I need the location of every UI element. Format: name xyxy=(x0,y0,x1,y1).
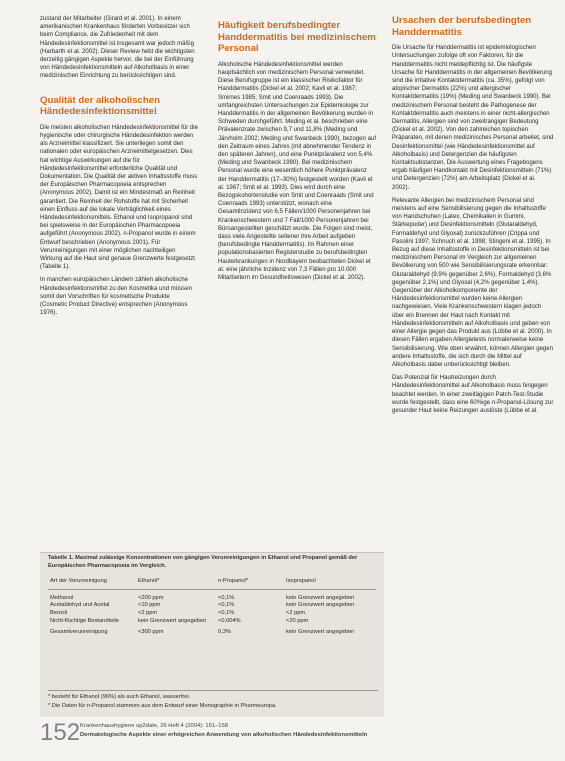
table-row xyxy=(48,589,376,602)
column-left xyxy=(40,15,198,322)
section-heading-quality: Qualität der alkoholischen Händedesinfektionsmittel xyxy=(40,94,160,118)
table-1-box xyxy=(40,552,384,717)
paragraph: Das Potenzial für Hautreizungen durch Händedesinfektionsmittel auf Alkoholbasis muss hingegen beachtet werden. In einer zweitägigen Patch-Test-Studie wurde festgestellt, dass eine 60%ige n-Propanol-Lösung zur gesunder Haut keine Reizungen auslöste (Lübbe et al. xyxy=(392,375,554,414)
paragraph: Die Ursache für Handdermatitis ist epidemiologischen Untersuchungen zufolge oft von Faktoren, für die Handdermatitis nicht meldepflichtig ist. Die häufigste Ursache für Handdermatitis in der allgemeinen Bevölkerung sind die irritative Kontaktdermatitis (ca. 35%), gefolgt von atopischer Dermatitis (22%) und allergischer Kontaktdermatitis (19%) (Meding und Swanbeck 1990). Bei medizinischem Personal besteht die Pathogenese der Kontaktdermatitis auch meistens in einer nicht-allergischen Dermatitis, Allergien sind von zweitrangiger Bedeutung (Dickel et al. 2002). Von den zahlreichen topischen Präparaten, mit denen medizinisches Personal arbeitet, sind Desinfektionsmittel (wie Händedesinfektionsmittel auf Alkoholbasis) und Detergenzien die häufigsten Kontaktsubstanzen. Die Auswertung eines Fragebogens ergab häufigen Handkontakt mit Desinfektionsmitteln (71%) und Detergenzien (72%) am Arbeitsplatz (Dickel et al. 2002). xyxy=(392,45,554,191)
table-cell: <200 ppm xyxy=(138,594,164,601)
paragraph: zustand der Mitarbeiter (Girard et al. 2001). In einem amerikanischen Krankenhaus förderten Vorbesitzer sich beim Compliance, die Zufriedenheit mit dem Händedesinfektionsmittel ist insgesamt war jedoch mäßig (Harbarth et al. 2002). Dieser Review hebt die wichtigsten derzeitig gängigen Aspekte hervor, die bei der Einführung von Händedesinfektionsmitteln auf Alkoholbasis in einer medizinischen Einrichtung zu berücksichtigen sind. xyxy=(40,16,195,80)
table-cell: kein Grenzwert angegeben xyxy=(138,617,207,624)
table-cell: <2 ppm xyxy=(286,609,306,616)
table-row xyxy=(48,610,376,618)
table-cell: <20 ppm xyxy=(286,617,309,624)
table-cell: <0,1% xyxy=(218,602,235,609)
page-number: 152 xyxy=(40,719,81,746)
table-row xyxy=(48,602,376,610)
table-header-cell: Ethanol* xyxy=(136,576,216,589)
table-footnote: * bezieht für Ethanol (96%) als auch Ethanol, wasserfrei. xyxy=(48,694,191,700)
table-cell: 0,3% xyxy=(218,629,231,636)
section-heading-causes: Ursachen der berufsbedingten Handdermatitis xyxy=(392,15,532,38)
table-cell: <0,004% xyxy=(218,617,241,624)
impurity-table xyxy=(48,576,376,637)
table-row xyxy=(48,618,376,626)
table-cell: Benzol xyxy=(50,609,68,616)
paragraph: Relevante Allergien bei medizinischem Personal sind meistens auf eine Sensibilisierung gegen die Inhaltsstoffe von Handschuhen (Latex, Chemikalien in Gummi, Stärkepuder) und Desinfektionsmitteln (Glutaraldehyd, Formaldehyd und Glyoxal) zurückzuführen (Crippa und Pasolini 1997; Schnuch et al. 1998; Stingeni et al. 1995). In Bezug auf diese Inhaltsstoffe in Desinfektionsmitteln ist bei medizinischem Personal im Vergleich zur allgemeinen Bevölkerung von 500 wie Sensibilisierungsrate erkennbar: Glutaraldehyd (9,9% gegenüber 2,6%), Formaldehyd (3,6% gegenüber 2,1%) und Glyoxal (4,2% gegenüber 1,4%). Gegenüber der Alkoholkomponente der Händedesinfektionsmittel wurden keine Allergien nachgewiesen. Viele Krankenschwestern klagen jedoch über ein Brennen der Haut nach Kontakt mit Händedesinfektionsmitteln auf Alkoholbasis und geben von einer Allergie gegen das Produkt aus (Lübbe et al. 2000). In diesen Fällen ergaben Allergietests normalerweise keine Sensibilisierung. Wie oben erwähnt, können Allergien gegen andere Inhaltsstoffe, die sich durch die Mittel auf Alkoholbasis dabei unberücksichtigt bleiben. xyxy=(392,197,554,368)
table-footnotes xyxy=(48,690,378,711)
column-right xyxy=(392,15,554,420)
table-caption: Tabelle 1. Maximal zulässige Konzentrationen von gängigen Verunreinigungen in Ethanol und Propanol gemäß der Europäischen Pharmacopoeia im Vergleich. xyxy=(48,555,358,569)
table-cell: Acetaldehyd und Acetal xyxy=(50,602,110,609)
table-cell: kein Grenzwert angegeben xyxy=(286,594,355,601)
paragraph: In manchen europäischen Ländern zählen alkoholische Händedesinfektionsmittel zu den Kosmetika und müssen somit den Vorschriften für kosmetische Produkte (Cosmetic Product Directive) entsprechen (Anonymous 1976). xyxy=(40,277,192,317)
table-header-cell: Art der Verunreinigung xyxy=(48,576,136,589)
table-cell: kein Grenzwert angegeben xyxy=(286,629,355,636)
table-cell: <10 ppm xyxy=(138,602,161,609)
journal-citation: Krankenhaushygiene up2date, 26 Heft 4 (2004): 151–158 xyxy=(80,723,228,729)
table-header-cell: n-Propanol* xyxy=(216,576,284,589)
table-cell: Methanol xyxy=(50,594,74,601)
table-total-row xyxy=(48,625,376,637)
table-cell: <0,1% xyxy=(218,594,235,601)
page-footer xyxy=(40,719,555,749)
table-cell: kein Grenzwert angegeben xyxy=(286,602,355,609)
column-middle xyxy=(218,20,376,287)
paragraph: Die meisten alkoholischen Händedesinfektionsmittel für die hygienische oder chirurgische Händedesinfektion werden als Arzneimittel klassifiziert. Sie unterliegen somit den nationalen oder europäischen Arzneimittelgesetzen. Dies hat wichtige Auswirkungen auf die für Händedesinfektionsmittel erforderliche Qualität und Dokumentation. Die Qualität der aktiven Inhaltsstoffe muss der Europäischen Pharmacopoeia entsprechen (Anonymous 2002). Damit ist ein Mindestmaß an Reinheit garantiert. Die Reinheit der Rohstoffe hat mit Sicherheit einen Einfluss auf die lokale Verträglichkeit eines Händedesinfektionsmittels. Ethanol und Isopropanol sind bei spielsweise in der Europäischen Pharmacopoeia aufgeführt (Anonymous 2002). n-Propanol wurde in einem Entwurf beschrieben (Anonymous 2001). Für Verunreinigungen mit einer möglichen nachteiligen Wirkung auf die Haut sind genaue Grenzwerte festgesetzt (Tabelle 1). xyxy=(40,124,198,271)
section-heading-frequency: Häufigkeit berufsbedingter Handdermatitis bei medizinischem Personal xyxy=(218,20,376,55)
article-title: Dermatologische Aspekte einer erfolgreichen Anwendung von alkoholischen Händedesinfektionsmitteln xyxy=(80,732,368,738)
table-cell: <0,1% xyxy=(218,609,235,616)
table-header-row xyxy=(48,576,376,589)
table-cell: Nicht-flüchtige Bestandteile xyxy=(50,617,119,624)
table-cell: Gesamtverunreinigung xyxy=(50,629,108,636)
paragraph: Alkoholische Händedesinfektionsmittel werden hauptsächlich von medizinischem Personal verwendet. Diese Berufsgruppe ist ein klassischer Risikofaktor für Handdermatitis (Dickel et al. 2002; Kavli et al. 1987; Smirnes 1985; Smit und Coenraads 1993). Die umfangreichsten Untersuchungen zur Epidemiologie zur Handdermatitis in der allgemeinen Bevölkerung wurden in Schweden durchgeführt. Meding et al. beschrieben eine Prävalenzrate zwischen 9,7 und 11,8% (Meding und Järvholm 2002; Meding und Swanbeck 1990), bezogen auf den Zeitraum eines Jahres (mit abnehmender Tendenz in den späteren Jahren), und eine Punktprävalenz von 5,4% (Meding und Swanbeck 1990). Bei medizinischem Personal wurde eine wesentlich höhere Punktprävalenz der Handdermatitis (17–30%) festgestellt worden (Kavli et al. 1987; Smit et al. 1993). Dies wird durch eine Bezogskohortenstudie von Smit und Coenraads (Smit und Coenraads 1993) unterstützt, wonach eine Gesamtinzidenz von 6,5 Fällen/1000 Personenjahren bei Krankenschwestern und 7 Fall/1000 Personenjahren bei Büroangestellten geschätzt wurde. Die Folgen sind meist, dass viele Angestellte seltener ihre Arbeit aufgeben (berufsbedingte Handdermatitis). Im Rahmen einer populationsbasierten Registerstudie zu berufsbedingten Hauterkrankungen in Nordbayern beobachteten Dickel et al. eine jährliche Inzidenz von 7,3 Fällen pro 10.000 Mitarbeitern im Gesundheitswesen (Dickel et al. 2002). xyxy=(218,61,376,282)
table-footnote: * Die Daten für n-Propanol stammen aus dem Entwurf einer Monographie in Pharmeuropa. xyxy=(48,702,277,709)
table-header-cell: Isopropanol xyxy=(284,576,376,589)
table-cell: <300 ppm xyxy=(138,629,164,636)
table-cell: <2 ppm xyxy=(138,609,158,616)
